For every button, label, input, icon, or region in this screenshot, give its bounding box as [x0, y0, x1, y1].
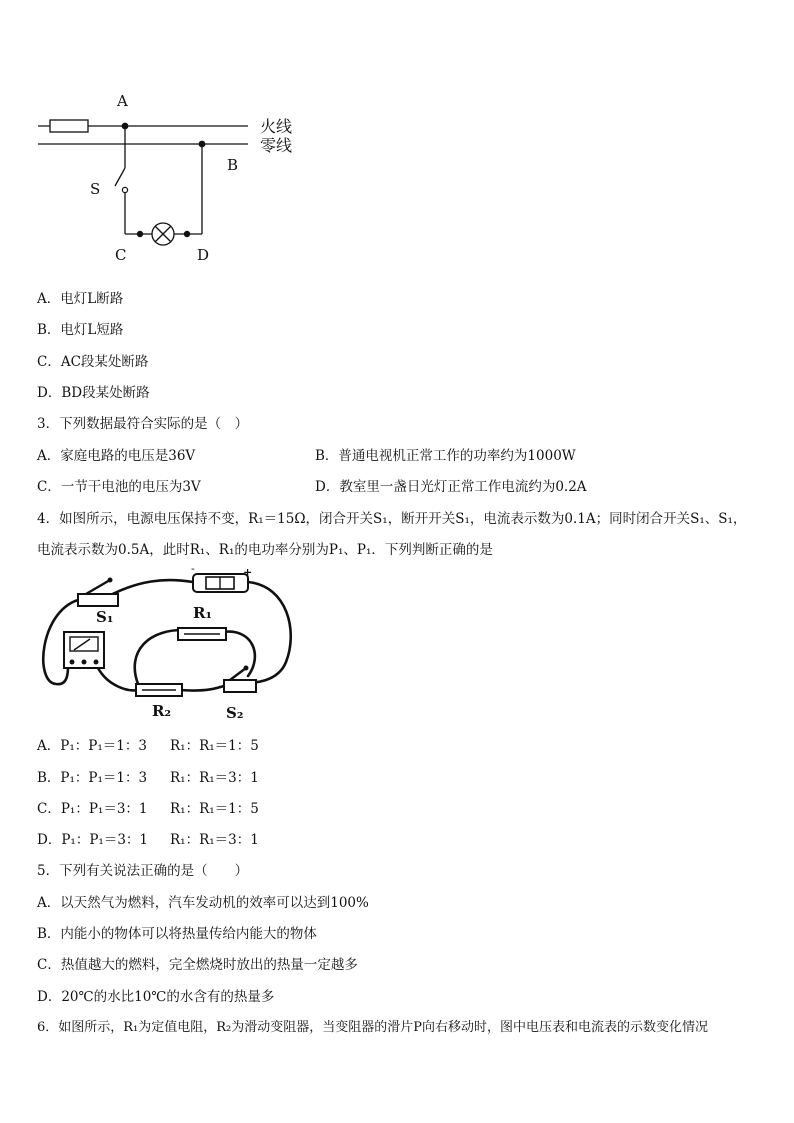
- label-b: B: [227, 156, 239, 174]
- q2-option-d: D．BD段某处断路: [37, 385, 150, 401]
- q5-option-b: B．内能小的物体可以将热量传给内能大的物体: [37, 926, 317, 942]
- q3-option-a: A．家庭电路的电压是36V: [37, 448, 196, 464]
- label-s1: S₁: [96, 608, 114, 626]
- wire-ammeter-r2: [98, 668, 138, 690]
- terminal-c: [137, 231, 143, 237]
- neutral-wire-label: 零线: [260, 136, 293, 155]
- q4-stem-line2: 电流表示数为0.5A，此时R₁、R₁的电功率分别为P₁、P₁．下列判断正确的是: [37, 542, 493, 558]
- q2-option-a: A．电灯L断路: [37, 291, 124, 307]
- q4-option-b-power: B．P₁：P₁＝1：3: [37, 770, 148, 786]
- label-s: S: [90, 180, 101, 198]
- switch-s1-icon: [78, 578, 118, 607]
- wire-r1-s2: [223, 632, 255, 676]
- q5-option-c: C．热值越大的燃料，完全燃烧时放出的热量一定越多: [37, 957, 358, 973]
- q3-option-c: C．一节干电池的电压为3V: [37, 479, 201, 495]
- wire-battery-s2: [243, 582, 291, 683]
- q4-option-a-power: A．P₁：P₁＝1：3: [37, 738, 147, 754]
- ammeter-icon: [64, 632, 104, 668]
- live-wire-label: 火线: [260, 117, 293, 136]
- label-d: D: [197, 246, 210, 264]
- q4-option-c-resist: R₁：R₁＝1：5: [170, 801, 259, 817]
- label-c: C: [115, 246, 127, 264]
- q5-option-d: D．20℃的水比10℃的水含有的热量多: [37, 989, 275, 1005]
- q3-option-d: D．教室里一盏日光灯正常工作电流约为0.2A: [315, 479, 587, 495]
- label-r1: R₁: [193, 604, 213, 622]
- label-a: A: [117, 92, 128, 110]
- q4-stem-line1: 4．如图所示，电源电压保持不变，R₁＝15Ω，闭合开关S₁，断开开关S₁，电流表示数为0.1A；同时闭合开关S₁、S₁，: [37, 511, 747, 527]
- fuse: [50, 120, 88, 132]
- q3-stem: 3．下列数据最符合实际的是（ ）: [37, 416, 249, 432]
- switch-blade: [115, 168, 125, 186]
- physical-circuit-figure: [38, 562, 300, 724]
- battery-icon: [193, 574, 248, 592]
- q3-option-b: B．普通电视机正常工作的功率约为1000W: [315, 448, 576, 464]
- terminal-d: [184, 231, 190, 237]
- battery-neg-label: -: [191, 562, 195, 575]
- q4-option-b-resist: R₁：R₁＝3：1: [170, 770, 259, 786]
- label-s2: S₂: [226, 704, 244, 722]
- q4-option-c-power: C．P₁：P₁＝3：1: [37, 801, 148, 817]
- q2-option-c: C．AC段某处断路: [37, 354, 149, 370]
- label-r2: R₂: [152, 702, 172, 720]
- q6-stem: 6．如图所示，R₁为定值电阻，R₂为滑动变阻器，当变阻器的滑片P向右移动时，图中电压表和电流表的示数变化情况: [37, 1020, 709, 1035]
- q4-option-d-power: D．P₁：P₁＝3：1: [37, 832, 148, 848]
- q2-option-b: B．电灯L短路: [37, 322, 124, 338]
- q5-option-a: A．以天然气为燃料，汽车发动机的效率可以达到100%: [37, 895, 369, 911]
- resistor-r1-icon: [178, 628, 226, 640]
- wire-r2-s2: [180, 684, 230, 691]
- battery-pos-label: +: [243, 566, 253, 579]
- q5-stem: 5．下列有关说法正确的是（ ）: [37, 863, 249, 879]
- resistor-r2-icon: [136, 684, 182, 696]
- switch-contact: [122, 187, 127, 192]
- q4-option-d-resist: R₁：R₁＝3：1: [170, 832, 259, 848]
- household-circuit-figure: [30, 88, 320, 268]
- q4-option-a-resist: R₁：R₁＝1：5: [170, 738, 259, 754]
